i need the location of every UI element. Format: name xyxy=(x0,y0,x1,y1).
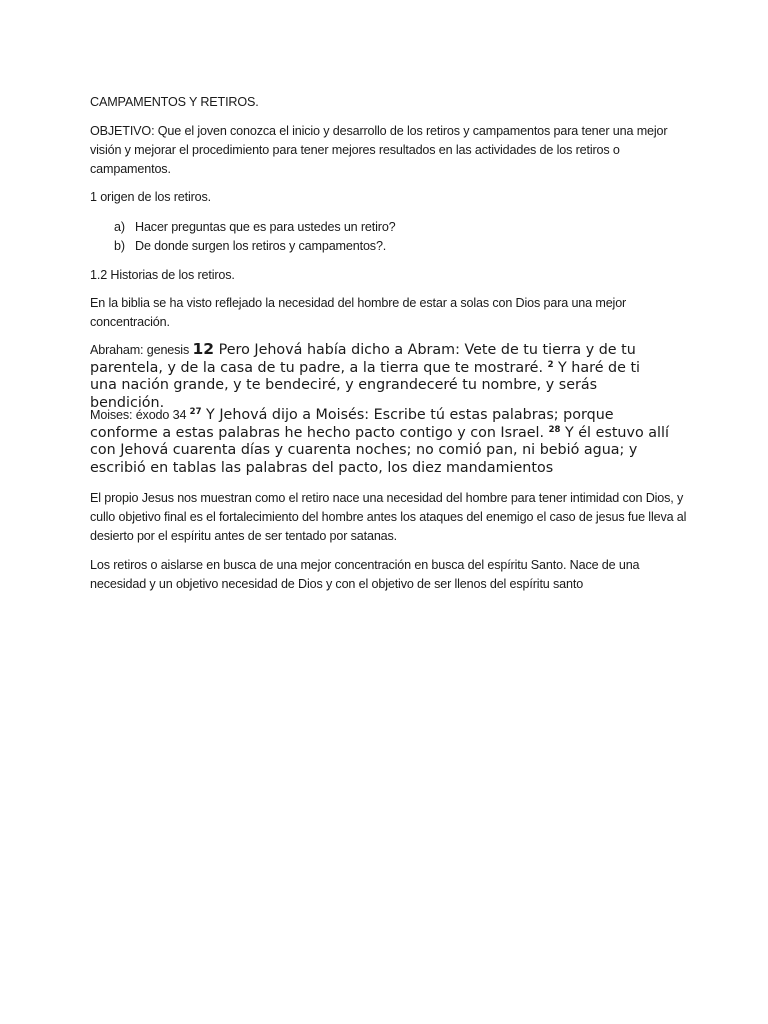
objective-paragraph: OBJETIVO: Que el joven conozca el inicio y desarrollo de los retiros y campamentos para tener una mejor visión y mejorar el procedimiento para tener mejores resultados en las actividades de los retiros o campamentos. xyxy=(90,124,668,176)
list-item-text: De donde surgen los retiros y campamentos?. xyxy=(135,239,387,253)
moises-reference: Moises: éxodo 34 xyxy=(90,408,190,422)
document-title: CAMPAMENTOS Y RETIROS. xyxy=(90,95,259,109)
list-item xyxy=(114,237,674,256)
chapter-number: 12 xyxy=(192,340,215,358)
moises-verse xyxy=(90,407,680,477)
list-item xyxy=(114,218,674,237)
list-item-text: Hacer preguntas que es para ustedes un retiro? xyxy=(135,220,396,234)
retreats-paragraph: Los retiros o aislarse en busca de una mejor concentración en busca del espíritu Santo. Nace de una necesidad y un objetivo necesidad de Dios y con el objetivo de ser llenos del espíritu santo xyxy=(90,558,640,591)
section-heading-origin: 1 origen de los retiros. xyxy=(90,190,212,204)
section-heading-histories: 1.2 Historias de los retiros. xyxy=(90,268,235,282)
verse-number: 28 xyxy=(548,424,561,435)
verse-text: Y haré de ti una nación grande, y te bendeciré, y engrandeceré tu nombre, y serás bendición. xyxy=(90,359,641,411)
verse-text: Pero Jehová había dicho a Abram: Vete de tu tierra y de tu parentela, y de la casa de tu padre, a la tierra que te mostraré. xyxy=(90,342,636,376)
verse-text: Y él estuvo allí con Jehová cuarenta días y cuarenta noches; no comió pan, ni bebió agua; y escribió en tablas las palabras del pacto, los diez mandamientos xyxy=(90,424,669,476)
verse-number: 2 xyxy=(547,359,554,370)
verse-number: 27 xyxy=(189,407,202,417)
list-marker: a) xyxy=(114,220,125,234)
abraham-verse xyxy=(90,341,650,412)
bible-paragraph: En la biblia se ha visto reflejado la necesidad del hombre de estar a solas con Dios para una mejor concentración. xyxy=(90,296,627,329)
verse-text: Y Jehová dijo a Moisés: Escribe tú estas palabras; porque conforme a estas palabras he hecho pacto contigo y con Israel. xyxy=(90,407,614,441)
abraham-reference: Abraham: genesis xyxy=(90,343,193,357)
jesus-paragraph: El propio Jesus nos muestran como el retiro nace una necesidad del hombre para tener intimidad con Dios, y cullo objetivo final es el fortalecimiento del hombre antes los ataques del enemigo el caso de jesus fue lleva al desierto por el espíritu antes de ser tentado por satanas. xyxy=(90,491,687,543)
list-marker: b) xyxy=(114,239,125,253)
